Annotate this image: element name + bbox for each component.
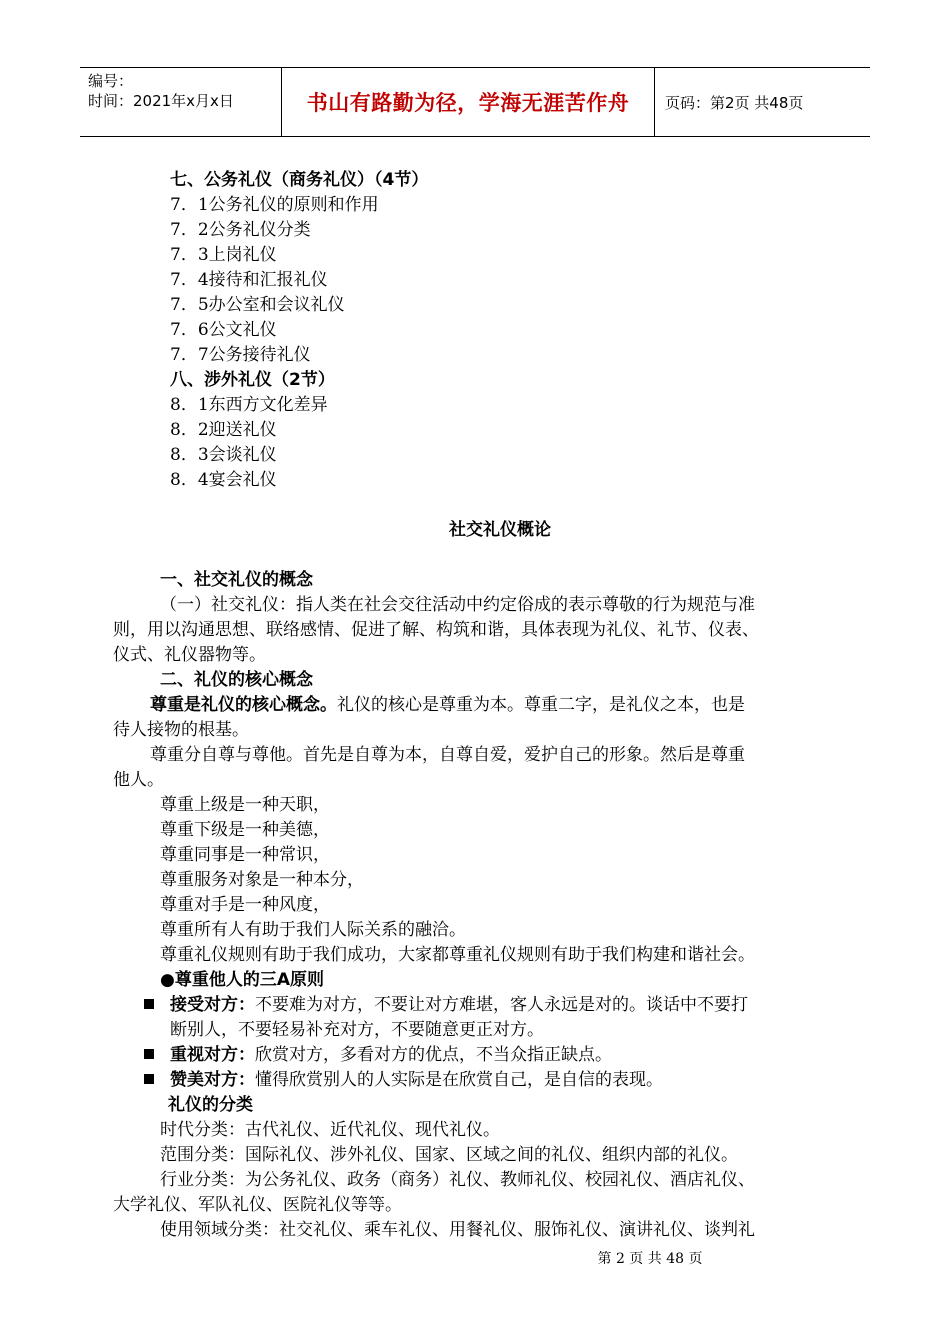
toc-item: 8．1东西方文化差异 [170,395,328,415]
section-heading: 二、礼仪的核心概念 [160,670,313,690]
page-footer: 第 2 页 共 48 页 [597,1251,703,1267]
rule-label: 接受对方： [170,995,255,1015]
toc-item: 8．4宴会礼仪 [170,470,277,490]
toc-item: 7．2公务礼仪分类 [170,220,311,240]
respect-item: 尊重对手是一种风度， [160,895,330,915]
square-bullet-icon [144,1049,154,1059]
rule-text-continued: 断别人，不要轻易补充对方，不要随意更正对方。 [170,1020,544,1040]
paragraph-line: 尊重分自尊与尊他。首先是自尊为本，自尊自爱，爱护自己的形象。然后是尊重 [150,745,745,765]
rule-item [144,993,748,1017]
respect-item: 尊重服务对象是一种本分， [160,870,364,890]
square-bullet-icon [144,1074,154,1084]
section-heading: 一、社交礼仪的概念 [160,570,313,590]
toc-section7-title: 七、公务礼仪（商务礼仪）（4节） [170,170,429,190]
rule-item [144,1068,663,1092]
header-meta-cell [80,68,282,136]
toc-item: 7．6公文礼仪 [170,320,277,340]
toc-item: 8．3会谈礼仪 [170,445,277,465]
document-date: 时间：2021年x月x日 [88,92,234,110]
paragraph-line: 他人。 [113,770,164,790]
rule-text: 懂得欣赏别人的人实际是在欣赏自己，是自信的表现。 [255,1070,663,1090]
emphasis-text: 尊重是礼仪的核心概念。 [150,695,337,715]
document-code: 编号： [88,72,134,90]
paragraph-line: 待人接物的根基。 [113,720,249,740]
classification-line: 行业分类：为公务礼仪、政务（商务）礼仪、教师礼仪、校园礼仪、酒店礼仪、 [160,1170,755,1190]
respect-item: 尊重同事是一种常识， [160,845,330,865]
paragraph-text: 礼仪的核心是尊重为本。尊重二字，是礼仪之本，也是 [337,695,745,715]
classification-line: 范围分类：国际礼仪、涉外礼仪、国家、区域之间的礼仪、组织内部的礼仪。 [160,1145,738,1165]
square-bullet-icon [144,999,154,1009]
toc-item: 7．3上岗礼仪 [170,245,277,265]
toc-item: 7．5办公室和会议礼仪 [170,295,345,315]
toc-item: 7．1公务礼仪的原则和作用 [170,195,379,215]
three-a-title: ●尊重他人的三A原则 [160,970,324,990]
toc-item: 7．4接待和汇报礼仪 [170,270,328,290]
toc-item: 7．7公务接待礼仪 [170,345,311,365]
classification-line: 大学礼仪、军队礼仪、医院礼仪等等。 [113,1195,402,1215]
paragraph-line [150,693,745,717]
rule-label: 赞美对方： [170,1070,255,1090]
header-page-cell [655,68,870,136]
rule-label: 重视对方： [170,1045,255,1065]
respect-item: 尊重礼仪规则有助于我们成功，大家都尊重礼仪规则有助于我们构建和谐社会。 [160,945,755,965]
classification-line: 使用领域分类：社交礼仪、乘车礼仪、用餐礼仪、服饰礼仪、演讲礼仪、谈判礼 [160,1220,755,1240]
rule-text: 欣赏对方，多看对方的优点，不当众指正缺点。 [255,1045,612,1065]
article-title: 社交礼仪概论 [449,520,551,540]
paragraph-line: （一）社交礼仪：指人类在社会交往活动中约定俗成的表示尊敬的行为规范与准 [160,595,755,615]
paragraph-line: 则，用以沟通思想、联络感情、促进了解、构筑和谐，具体表现为礼仪、礼节、仪表、 [113,620,759,640]
header-page-info: 页码：第2页 共48页 [665,93,804,112]
header-motto: 书山有路勤为径，学海无涯苦作舟 [306,91,630,115]
respect-item: 尊重上级是一种天职， [160,795,330,815]
classification-line: 时代分类：古代礼仪、近代礼仪、现代礼仪。 [160,1120,500,1140]
classification-title: 礼仪的分类 [168,1095,253,1115]
rule-text: 不要难为对方，不要让对方难堪，客人永远是对的。谈话中不要打 [255,995,748,1015]
paragraph-line: 仪式、礼仪器物等。 [113,645,266,665]
header-motto-cell [282,68,655,136]
rule-item [144,1043,612,1067]
toc-item: 8．2迎送礼仪 [170,420,277,440]
respect-item: 尊重下级是一种美德， [160,820,330,840]
respect-item: 尊重所有人有助于我们人际关系的融洽。 [160,920,466,940]
document-header [80,67,870,137]
toc-section8-title: 八、涉外礼仪（2节） [170,370,335,390]
